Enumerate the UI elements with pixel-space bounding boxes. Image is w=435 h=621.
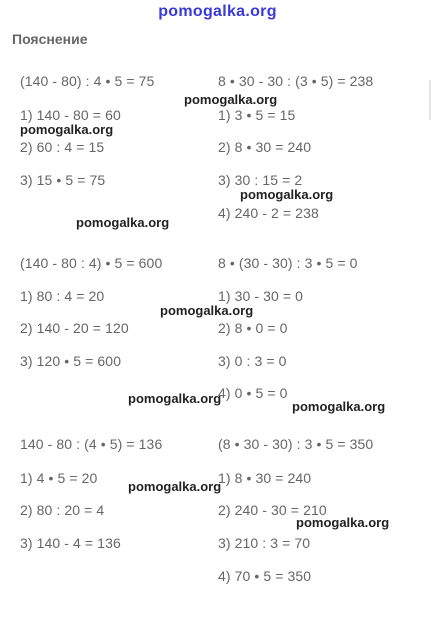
watermark: pomogalka.org (128, 479, 222, 494)
problem-5-expression: 140 - 80 : (4 • 5) = 136 (20, 436, 163, 452)
problem-4-step-2: 2) 8 • 0 = 0 (218, 320, 288, 336)
watermark: pomogalka.org (184, 92, 278, 107)
problem-6-expression: (8 • 30 - 30) : 3 • 5 = 350 (218, 436, 374, 452)
problem-4-step-4: 4) 0 • 5 = 0 (218, 385, 288, 401)
problem-4-expression: 8 • (30 - 30) : 3 • 5 = 0 (218, 255, 358, 271)
problem-6-step-3: 3) 210 : 3 = 70 (218, 535, 311, 551)
watermark: pomogalka.org (240, 187, 334, 202)
problem-4-step-3: 3) 0 : 3 = 0 (218, 353, 287, 369)
problem-2-step-4: 4) 240 - 2 = 238 (218, 205, 319, 221)
problem-6-step-4: 4) 70 • 5 = 350 (218, 568, 312, 584)
problem-3-step-3: 3) 120 • 5 = 600 (20, 353, 122, 369)
problem-2-step-3: 3) 30 : 15 = 2 (218, 172, 303, 188)
watermark: pomogalka.org (20, 122, 114, 137)
watermark: pomogalka.org (292, 399, 386, 414)
section-heading: Пояснение (12, 31, 88, 47)
problem-1-step-1: 1) 140 - 80 = 60 (20, 107, 121, 123)
problem-5-step-3: 3) 140 - 4 = 136 (20, 535, 121, 551)
problem-3-expression: (140 - 80 : 4) • 5 = 600 (20, 255, 163, 271)
problem-1-step-3: 3) 15 • 5 = 75 (20, 172, 106, 188)
problem-2-step-2: 2) 8 • 30 = 240 (218, 139, 312, 155)
problem-2-step-1: 1) 3 • 5 = 15 (218, 107, 296, 123)
site-title[interactable]: pomogalka.org (158, 3, 277, 20)
problem-5-step-1: 1) 4 • 5 = 20 (20, 470, 98, 486)
problem-3-step-2: 2) 140 - 20 = 120 (20, 320, 129, 336)
watermark: pomogalka.org (76, 215, 170, 230)
problem-2-expression: 8 • 30 - 30 : (3 • 5) = 238 (218, 73, 374, 89)
watermark: pomogalka.org (160, 303, 254, 318)
problem-1-step-2: 2) 60 : 4 = 15 (20, 139, 105, 155)
problem-6-step-1: 1) 8 • 30 = 240 (218, 470, 312, 486)
scrollbar-edge (429, 80, 431, 120)
problem-4-step-1: 1) 30 - 30 = 0 (218, 288, 304, 304)
problem-5-step-2: 2) 80 : 20 = 4 (20, 502, 105, 518)
problem-6-step-2: 2) 240 - 30 = 210 (218, 502, 327, 518)
problem-1-expression: (140 - 80) : 4 • 5 = 75 (20, 73, 155, 89)
problem-3-step-1: 1) 80 : 4 = 20 (20, 288, 105, 304)
watermark: pomogalka.org (296, 515, 390, 530)
watermark: pomogalka.org (128, 391, 222, 406)
